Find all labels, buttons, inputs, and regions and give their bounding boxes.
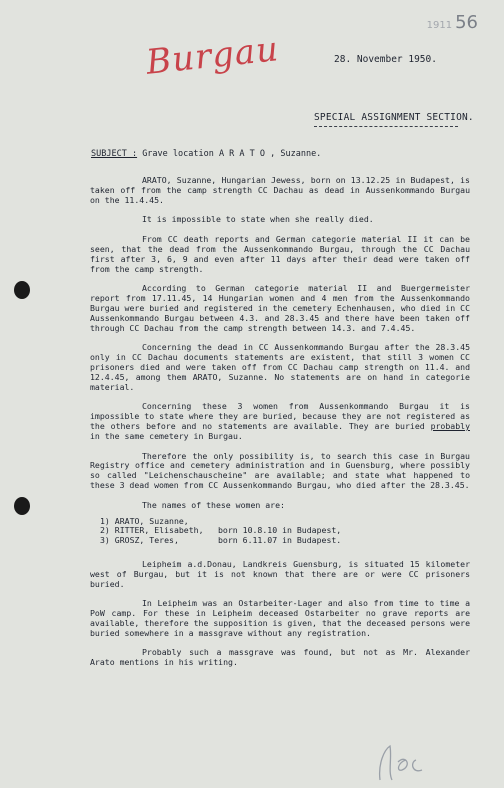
person-name: 1) ARATO, Suzanne, xyxy=(100,515,189,526)
punch-hole xyxy=(14,497,30,515)
names-intro: The names of these women are: xyxy=(142,499,285,510)
subject-text: Grave location A R A T O , Suzanne. xyxy=(142,149,322,159)
person-name: 2) RITTER, Elisabeth, xyxy=(100,525,204,536)
punch-hole xyxy=(14,281,30,299)
person-name: 3) GROSZ, Teres, xyxy=(100,535,179,546)
page-number xyxy=(427,12,478,33)
paragraph-leipheim: Leipheim a.d.Donau, Landkreis Guensburg, is situated 15 kilometer west of Burgau, but it is not known that there are or were CC prisoners buried. xyxy=(90,558,470,589)
section-title: SPECIAL ASSIGNMENT SECTION. xyxy=(314,112,474,123)
page-number-value: 56 xyxy=(455,12,478,33)
paragraph-6-end: in the same cemetery in Burgau. xyxy=(90,430,243,441)
paragraph-3: From CC death reports and German categorie material II it can be seen, that the dead from the Aussenkommando Burgau, through the CC Dachau first after 3, 6, 9 and even after 11 days after their dead were taken off from the camp strength. xyxy=(90,234,470,274)
list-item xyxy=(100,536,470,546)
person-detail: born 6.11.07 in Budapest. xyxy=(218,535,342,546)
paragraph-5: Concerning the dead in CC Aussenkommando Burgau after the 28.3.45 only in CC Dachau documents statements are existent, that still 3 women CC prisoners died and were taken off from CC Dachau camp strength on 11.4. and 12.4.45, among them ARATO, Suzanne. No statements are on hand in categorie material. xyxy=(90,342,470,392)
paragraph-massgrave: Probably such a massgrave was found, but not as Mr. Alexander Arato mentions in his writing. xyxy=(90,647,470,668)
subject-label: SUBJECT : xyxy=(91,149,138,159)
paragraph-6 xyxy=(90,402,470,441)
section-underline xyxy=(314,126,458,127)
paragraph-2: It is impossible to state when she really died. xyxy=(142,214,374,225)
handwritten-place-name: Burgau xyxy=(144,29,281,83)
paragraph-4: According to German categorie material II and Buergermeister report from 17.11.45, 14 Hungarian women and 4 men from the Aussenkommando Burgau were buried and registered in the cemetery Echenhausen, who died in CC Aussenkommando Burgau between 4.3. and 28.3.45 and there have been taken off through CC Dachau from the camp strength between 14.3. and 7.4.45. xyxy=(90,283,470,333)
signature-scribble xyxy=(372,740,442,784)
paragraph-7: Therefore the only possibility is, to search this case in Burgau Registry office and cemetery administration and in Guensburg, where possibly so called "Leichenschauscheine" are available; and state what happened to these 3 dead women from CC Aussenkommando Burgau, who died after the 28.3.45. xyxy=(90,450,470,490)
person-detail: born 10.8.10 in Budapest, xyxy=(218,525,342,536)
paragraph-6-start: Concerning these 3 women from Aussenkommando Burgau it is impossible to state where they are buried, because they are not registered as the others before and no statements are available. They are buried xyxy=(90,401,470,431)
names-list xyxy=(100,517,470,546)
paragraph-ostarbeiter: In Leipheim was an Ostarbeiter-Lager and also from time to time a PoW camp. For these in Leipheim deceased Ostarbeiter no grave reports are available, therefore the supposition is given, that the deceased persons were buried somewhere in a massgrave without any registration. xyxy=(90,598,470,638)
document-date: 28. November 1950. xyxy=(334,54,437,65)
letter-body xyxy=(90,176,470,678)
paragraph-1: ARATO, Suzanne, Hungarian Jewess, born on 13.12.25 in Budapest, is taken off from the camp strength CC Dachau as dead in Aussenkommando Burgau on the 11.4.45. xyxy=(90,175,470,205)
subject-line xyxy=(91,149,321,159)
underlined-word: probably xyxy=(430,420,470,431)
page-stamp-prefix: 1911 xyxy=(426,20,453,31)
